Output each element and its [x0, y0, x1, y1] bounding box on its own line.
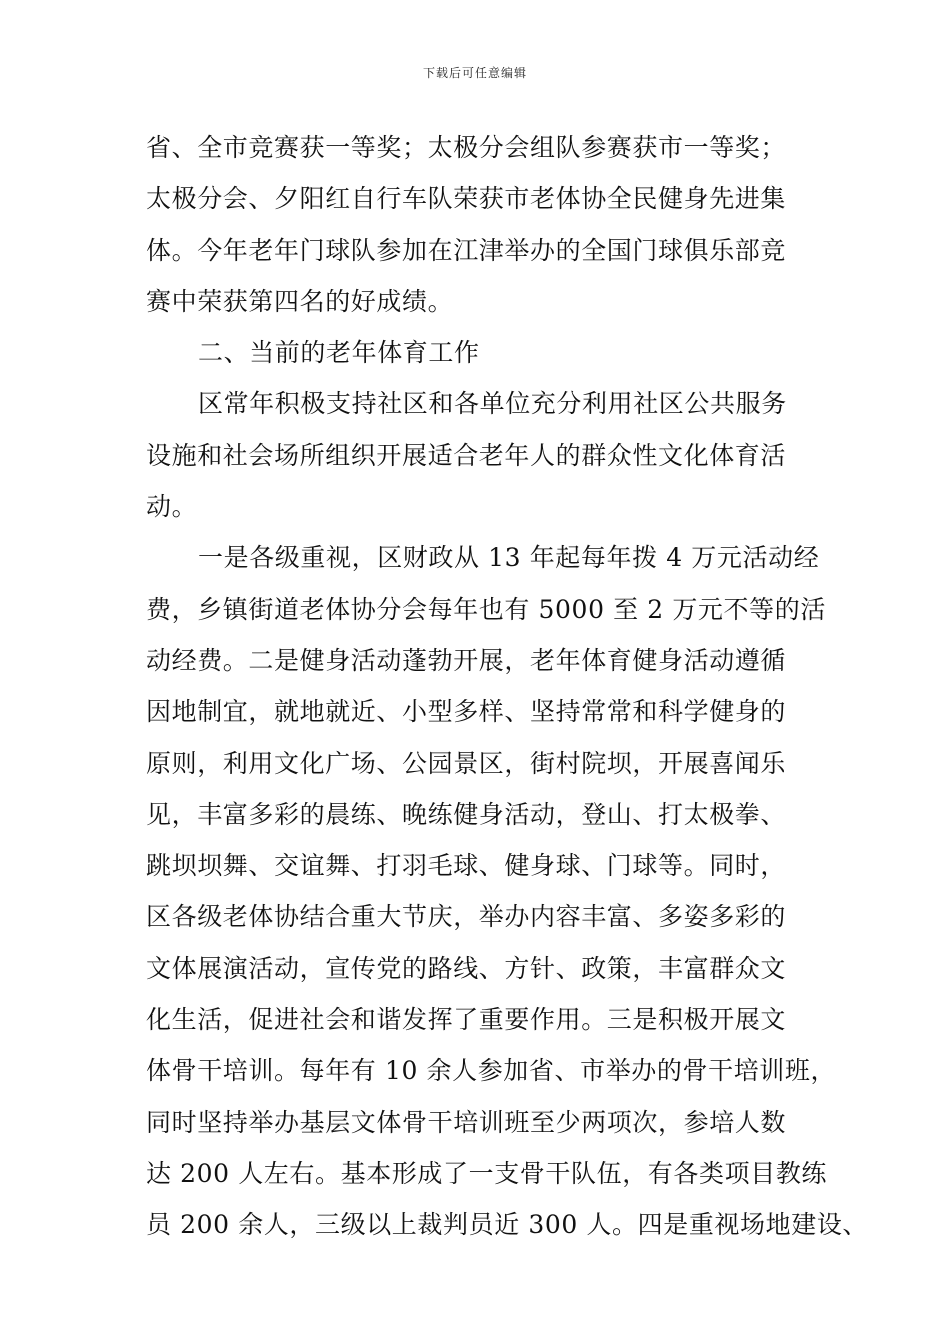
text-line: 文体展演活动，宣传党的路线、方针、政策，丰富群众文 [146, 953, 787, 983]
text-line: 动经费。二是健身活动蓬勃开展，老年体育健身活动遵循 [146, 645, 787, 675]
text-line: 原则，利用文化广场、公园景区，街村院坝，开展喜闻乐 [146, 748, 787, 778]
text-line: 体骨干培训。每年有 10 余人参加省、市举办的骨干培训班， [146, 1056, 837, 1086]
text-line: 一是各级重视，区财政从 13 年起每年拨 4 万元活动经 [198, 543, 820, 573]
text-line: 费，乡镇街道老体协分会每年也有 5000 至 2 万元不等的活 [146, 594, 826, 624]
body-text [146, 122, 869, 1251]
text-line: 见，丰富多彩的晨练、晚练健身活动，登山、打太极拳、 [146, 799, 787, 829]
text-line: 动。 [146, 492, 198, 522]
text-line: 区各级老体协结合重大节庆，举办内容丰富、多姿多彩的 [146, 902, 787, 932]
text-line: 体。今年老年门球队参加在江津举办的全国门球俱乐部竞 [146, 235, 787, 265]
text-line: 太极分会、夕阳红自行车队荣获市老体协全民健身先进集 [146, 184, 787, 214]
text-line: 同时坚持举办基层文体骨干培训班至少两项次，参培人数 [146, 1107, 787, 1137]
text-line: 跳坝坝舞、交谊舞、打羽毛球、健身球、门球等。同时， [146, 851, 787, 881]
text-line: 区常年积极支持社区和各单位充分利用社区公共服务 [198, 389, 787, 419]
text-line: 员 200 余人，三级以上裁判员近 300 人。四是重视场地建设、 [146, 1210, 869, 1240]
text-line: 赛中荣获第四名的好成绩。 [146, 286, 454, 316]
page-header: 下载后可任意编辑 [422, 66, 527, 80]
text-line: 省、全市竞赛获一等奖；太极分会组队参赛获市一等奖； [146, 133, 787, 162]
text-line: 化生活，促进社会和谐发挥了重要作用。三是积极开展文 [146, 1005, 787, 1035]
text-line: 设施和社会场所组织开展适合老年人的群众性文化体育活 [146, 440, 787, 470]
text-line: 二、当前的老年体育工作 [198, 338, 480, 368]
text-line: 达 200 人左右。基本形成了一支骨干队伍，有各类项目教练 [146, 1158, 828, 1188]
text-line: 因地制宜，就地就近、小型多样、坚持常常和科学健身的 [146, 697, 787, 727]
